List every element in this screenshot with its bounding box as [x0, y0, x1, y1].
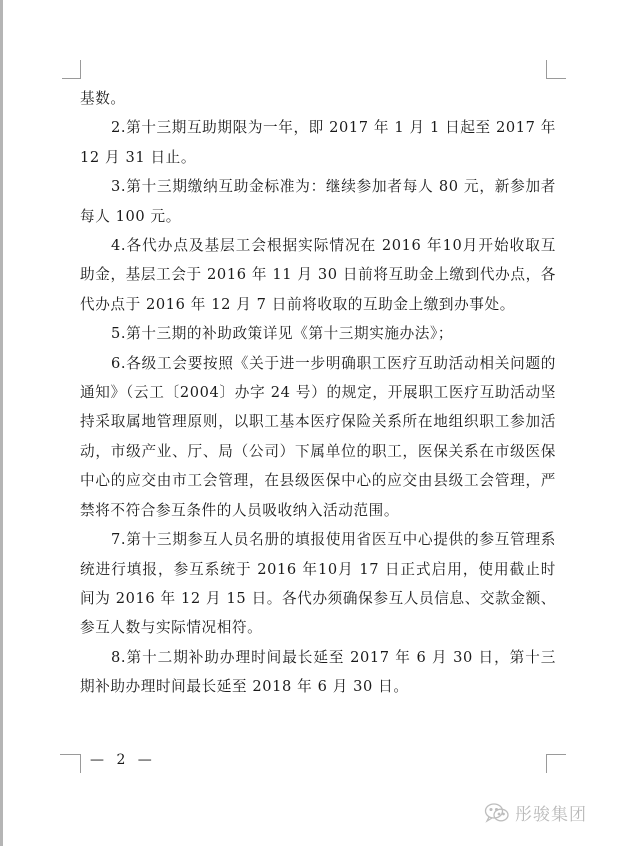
watermark-text: 彤骏集团 [515, 805, 587, 825]
corner-mark-bottom-left [60, 754, 81, 773]
corner-mark-top-right [546, 60, 566, 79]
corner-mark-top-left [62, 60, 81, 79]
paragraph-item-2: 2.第十三期互助期限为一年，即 2017 年 1 月 1 日起至 2017 年 12 月 31 日止。 [80, 119, 556, 166]
paragraph-item-7: 7.第十三期参互人员名册的填报使用省医互中心提供的参互管理系统进行填报，参互系统于 2016 年10月 17 日正式启用，使用截止时间为 2016 年 12 月 15 日。各代办须确保参互人员信息、交款金额、参互人数与实际情况相符。 [80, 531, 556, 637]
paragraph-item-3: 3.第十三期缴纳互助金标准为：继续参加者每人 80 元，新参加者每人 100 元。 [80, 178, 556, 225]
paragraph-item-8: 8.第十二期补助办理时间最长延至 2017 年 6 月 30 日，第十三期补助办理时间最长延至 2018 年 6 月 30 日。 [80, 648, 556, 696]
page-number: — 2 — [90, 752, 156, 768]
paragraph-item-6: 6.各级工会要按照《关于进一步明确职工医疗互助活动相关问题的通知》（云工〔2004〕办字 24 号）的规定，开展职工医疗互助活动坚持采取属地管理原则，以职工基本医疗保险关系所在地组织职工参加活动，市级产业、厅、局（公司）下属单位的职工，医保关系在市级医保中心的应交由市工会管理，在县级医保中心的应交由县级工会管理，严禁将不符合参互条件的人员吸收纳入活动范围。 [80, 354, 556, 519]
corner-mark-bottom-right [546, 754, 566, 773]
watermark [484, 800, 587, 825]
wechat-icon [484, 802, 510, 824]
paragraph-item-5: 5.第十三期的补助政策详见《第十三期实施办法》； [111, 325, 454, 343]
document-body [80, 84, 556, 702]
window-edge-strip [0, 0, 3, 846]
paragraph-item-4: 4.各代办点及基层工会根据实际情况在 2016 年10月开始收取互助金，基层工会于 2016 年 11 月 30 日前将互助金上缴到代办点，各代办点于 2016 年 12 月 7 日前将收取的互助金上缴到办事处。 [80, 237, 556, 313]
paragraph-continuation: 基数。 [80, 90, 126, 107]
